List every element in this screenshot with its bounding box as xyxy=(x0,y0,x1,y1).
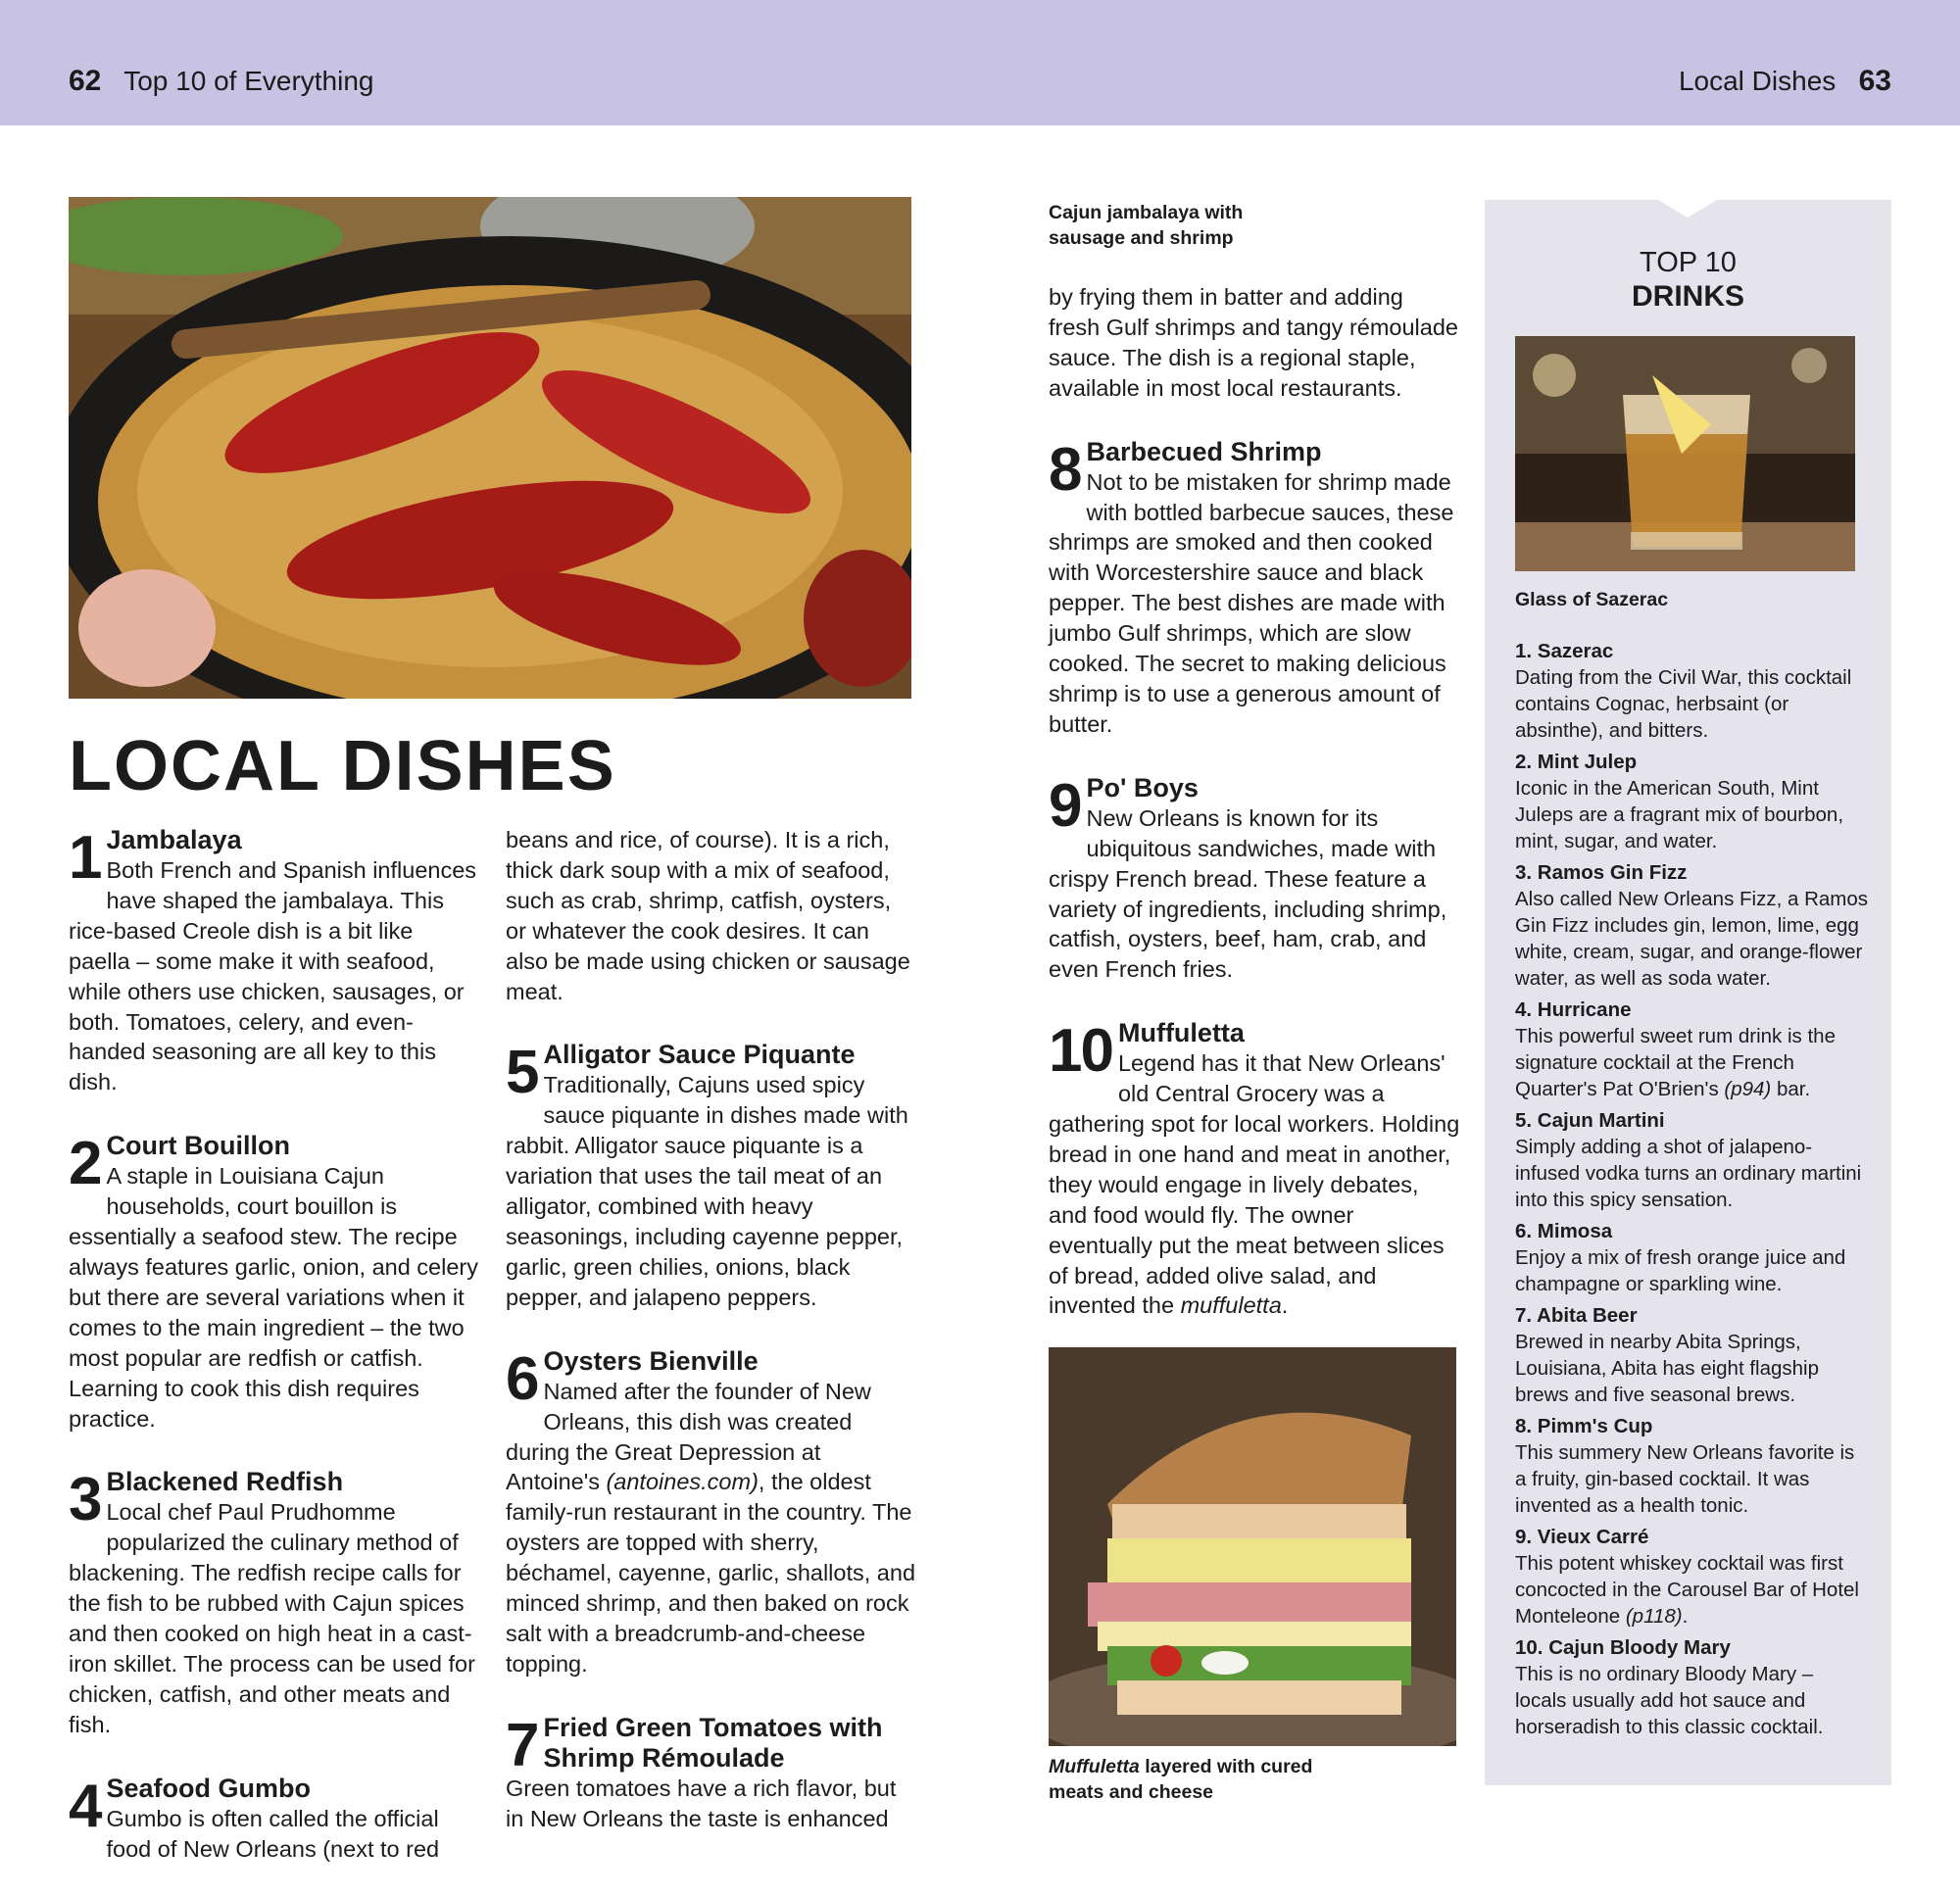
dish-number: 8 xyxy=(1049,435,1081,504)
dish-4-continued xyxy=(506,825,917,1006)
drink-item xyxy=(1515,1302,1868,1408)
dish-title: Court Bouillon xyxy=(106,1131,290,1161)
dish-number: 10 xyxy=(1049,1017,1112,1086)
dish-entry-6 xyxy=(506,1346,917,1679)
dish-text: Both French and Spanish influences have shaped the jambalaya. This rice-based Creole dish is a bit like paella – some make it with seafood, while others use chicken, sausages, or both. Tomatoes, celery, and even-handed seasoning are all key to this dish. xyxy=(69,857,477,1095)
dish-title: Muffuletta xyxy=(1117,1018,1245,1048)
sazerac-caption: Glass of Sazerac xyxy=(1515,589,1669,610)
page-reference: (p118) xyxy=(1625,1605,1683,1628)
column-2 xyxy=(506,825,917,1868)
dish-text: Traditionally, Cajuns used spicy sauce piquante in dishes made with rabbit. Alligator sauce piquante is a variation that uses the tail meat of an alligator, combined with heavy seasonings, including cayenne pepper, garlic, green chilies, onions, black pepper, and jalapeno peppers. xyxy=(506,1072,908,1310)
drink-item xyxy=(1515,1413,1868,1519)
drink-item xyxy=(1515,859,1868,992)
dish-title: Blackened Redfish xyxy=(106,1467,344,1497)
drink-name: 9. Vieux Carré xyxy=(1515,1526,1649,1548)
dish-title: Seafood Gumbo xyxy=(106,1773,311,1803)
sazerac-illustration xyxy=(1515,336,1855,571)
dish-number: 7 xyxy=(506,1711,538,1779)
page-title: LOCAL DISHES xyxy=(69,727,616,805)
dish-number: 4 xyxy=(69,1772,101,1840)
drink-text-end: . xyxy=(1682,1605,1689,1628)
dish-title: Alligator Sauce Piquante xyxy=(543,1040,856,1070)
dish-7-continued xyxy=(1049,282,1460,404)
dish-text: Green tomatoes have a rich flavor, but in New Orleans the taste is enhanced xyxy=(506,1775,897,1831)
drink-description: Simply adding a shot of jalapeno-infused vodka turns an ordinary martini into this spicy sensation. xyxy=(1515,1136,1862,1211)
dish-number: 2 xyxy=(69,1130,101,1198)
drink-description: Also called New Orleans Fizz, a Ramos Gin Fizz includes gin, lemon, lime, egg white, cream, sugar, and orange-flower water, as well as soda water. xyxy=(1515,888,1869,990)
sidebar-heading: DRINKS xyxy=(1631,280,1744,313)
drink-name: 4. Hurricane xyxy=(1515,998,1632,1021)
dish-number: 6 xyxy=(506,1344,538,1413)
drink-text-end: bar. xyxy=(1771,1078,1811,1100)
dish-text: New Orleans is known for its ubiquitous sandwiches, made with crispy French bread. These feature a variety of ingredients, including shrimp, catfish, oysters, beef, ham, crab, and even French fries. xyxy=(1049,804,1447,983)
drink-description xyxy=(1515,1550,1868,1629)
drink-name: 6. Mimosa xyxy=(1515,1220,1613,1242)
dish-title: Barbecued Shrimp xyxy=(1086,436,1322,466)
drink-item xyxy=(1515,1218,1868,1297)
dish-text: Not to be mistaken for shrimp made with bottled barbecue sauces, these shrimps are smoked and then cooked with Worcestershire sauce and black pepper. The best dishes are made with jumbo Gulf shrimps, which are slow cooked. The secret to making delicious shrimp is to use a generous amount of butter. xyxy=(1049,468,1454,737)
drink-item xyxy=(1515,1634,1868,1740)
muffuletta-caption-italic: Muffuletta xyxy=(1049,1756,1140,1777)
dish-text: Named after the founder of New Orleans, this dish was created during the Great Depression at Antoine's xyxy=(506,1378,871,1495)
dish-entry-8 xyxy=(1049,437,1460,740)
dish-entry-2 xyxy=(69,1131,480,1434)
dish-entry-10 xyxy=(1049,1018,1460,1321)
right-header xyxy=(1679,65,1891,98)
dish-name-italic: muffuletta xyxy=(1180,1292,1282,1319)
drink-name: 10. Cajun Bloody Mary xyxy=(1515,1636,1731,1659)
drink-description: Dating from the Civil War, this cocktail contains Cognac, herbsaint (or absinthe), and bitters. xyxy=(1515,666,1852,742)
dish-number: 5 xyxy=(506,1039,538,1107)
drink-description: Enjoy a mix of fresh orange juice and champagne or sparkling wine. xyxy=(1515,1246,1846,1295)
column-3 xyxy=(1049,282,1460,1354)
dish-entry-1 xyxy=(69,825,480,1097)
drink-item xyxy=(1515,1524,1868,1629)
drink-description: Brewed in nearby Abita Springs, Louisiana, Abita has eight flagship brews and five seasonal brews. xyxy=(1515,1331,1820,1406)
dish-number: 1 xyxy=(69,824,101,892)
dish-number: 3 xyxy=(69,1466,101,1534)
right-page-number: 63 xyxy=(1858,65,1891,97)
drink-item xyxy=(1515,749,1868,854)
drink-name: 8. Pimm's Cup xyxy=(1515,1415,1653,1437)
page-header xyxy=(0,0,1960,125)
drink-description: This is no ordinary Bloody Mary – locals usually add hot sauce and horseradish to this classic cocktail. xyxy=(1515,1663,1824,1738)
column-1 xyxy=(69,825,480,1897)
dish-title: Jambalaya xyxy=(106,825,242,854)
drink-text: This potent whiskey cocktail was first concocted in the Carousel Bar of Hotel Monteleone xyxy=(1515,1552,1859,1628)
dish-text-end: . xyxy=(1281,1292,1289,1319)
dish-text: Gumbo is often called the official food of New Orleans (next to red xyxy=(106,1805,440,1862)
dish-entry-5 xyxy=(506,1040,917,1312)
left-section-title: Top 10 of Everything xyxy=(123,66,374,96)
drink-name: 1. Sazerac xyxy=(1515,640,1614,662)
dish-text: Local chef Paul Prudhomme popularized the culinary method of blackening. The redfish recipe calls for the fish to be rubbed with Cajun spices and then cooked on high heat in a cast-iron skillet. The process can be used for chicken, catfish, and other meats and fish. xyxy=(69,1499,475,1737)
dish-title: Oysters Bienville xyxy=(543,1345,759,1376)
drink-item xyxy=(1515,1107,1868,1213)
dish-text: Legend has it that New Orleans' old Central Grocery was a gathering spot for local workers. Holding bread in one hand and meat in another, they would engage in lively debates, and food would fly. The owner eventually put the meat between slices of bread, added olive salad, and invented the xyxy=(1049,1050,1460,1319)
muffuletta-photo xyxy=(1049,1347,1456,1746)
sazerac-photo xyxy=(1515,336,1855,571)
sidebar-notch xyxy=(1658,200,1717,218)
drink-name: 5. Cajun Martini xyxy=(1515,1109,1665,1132)
drink-name: 7. Abita Beer xyxy=(1515,1304,1638,1327)
page-reference: (p94) xyxy=(1724,1078,1772,1100)
sidebar-top-label: TOP 10 xyxy=(1640,247,1737,278)
drink-description: Iconic in the American South, Mint Juleps are a fragrant mix of bourbon, mint, sugar, and water. xyxy=(1515,777,1844,852)
dish-title: Fried Green Tomatoes with Shrimp Rémoulade xyxy=(543,1712,883,1773)
dish-number: 9 xyxy=(1049,771,1081,840)
muffuletta-caption-rest: layered with cured meats and cheese xyxy=(1049,1756,1313,1803)
left-page-number: 62 xyxy=(69,65,102,97)
muffuletta-caption xyxy=(1049,1754,1343,1805)
website-reference: (antoines.com) xyxy=(606,1469,759,1495)
dish-entry-3 xyxy=(69,1467,480,1739)
muffuletta-illustration xyxy=(1049,1347,1456,1746)
drink-text: This powerful sweet rum drink is the signature cocktail at the French Quarter's Pat O'Brien's xyxy=(1515,1025,1836,1100)
dish-entry-4 xyxy=(69,1774,480,1865)
dish-text-continued: by frying them in batter and adding fresh Gulf shrimps and tangy rémoulade sauce. The dish is a regional staple, available in most local restaurants. xyxy=(1049,284,1458,401)
jambalaya-illustration xyxy=(69,197,911,699)
drink-item xyxy=(1515,638,1868,744)
drink-description xyxy=(1515,1023,1868,1102)
dish-entry-7 xyxy=(506,1713,917,1834)
drink-name: 3. Ramos Gin Fizz xyxy=(1515,861,1688,884)
right-section-title: Local Dishes xyxy=(1678,66,1837,96)
left-header xyxy=(69,65,374,98)
drink-item xyxy=(1515,997,1868,1102)
dish-entry-9 xyxy=(1049,773,1460,985)
dish-text-end: , the oldest family-run restaurant in the country. The oysters are topped with sherry, béchamel, cayenne, garlic, shallots, and minced shrimp, and then baked on rock salt with a breadcrumb-and-cheese topping. xyxy=(506,1469,916,1677)
drink-description: This summery New Orleans favorite is a fruity, gin-based cocktail. It was invented as a health tonic. xyxy=(1515,1441,1855,1517)
dish-text-continued: beans and rice, of course). It is a rich, thick dark soup with a mix of seafood, such as crab, shrimp, catfish, oysters, or whatever the cook desires. It can also be made using chicken or sausage meat. xyxy=(506,827,910,1004)
drinks-list xyxy=(1515,638,1868,1745)
dish-text: A staple in Louisiana Cajun households, court bouillon is essentially a seafood stew. The recipe always features garlic, onion, and celery but there are several variations when it comes to the main ingredient – the two most popular are redfish or catfish. Learning to cook this dish requires practice. xyxy=(69,1163,478,1432)
dish-title: Po' Boys xyxy=(1086,772,1199,803)
jambalaya-caption: Cajun jambalaya with sausage and shrimp xyxy=(1049,202,1244,249)
jambalaya-photo xyxy=(69,197,911,699)
drink-name: 2. Mint Julep xyxy=(1515,751,1638,773)
